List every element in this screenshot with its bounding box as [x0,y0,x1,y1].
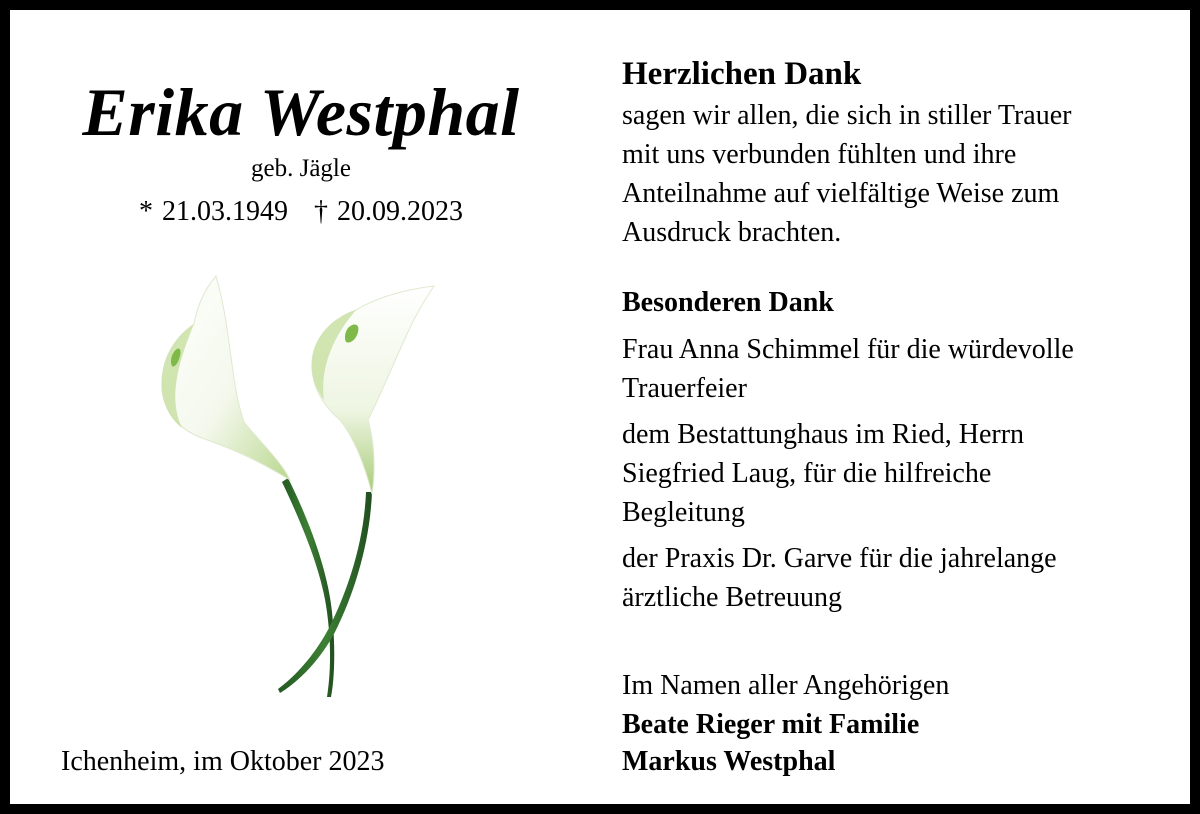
thanks-entry-3 [622,539,1192,617]
text-line: mit uns verbunden fühlten und ihre [622,139,1017,170]
text-line: sagen wir allen, die sich in stiller Trauer [622,100,1072,131]
special-thanks-heading: Besonderen Dank [622,287,834,318]
thanks-intro [622,96,1192,252]
place-and-date: Ichenheim, im Oktober 2023 [61,746,385,777]
text-line: Begleitung [622,497,745,528]
death-date: † 20.09.2023 [314,196,463,227]
text-line: Ausdruck brachten. [622,217,842,248]
birth-date: * 21.03.1949 [139,196,288,227]
text-line: Trauerfeier [622,373,747,404]
calla-lilies-icon [150,272,450,702]
signature-intro: Im Namen aller Angehörigen [622,670,950,701]
text-line: ärztliche Betreuung [622,582,843,613]
signature-family-1: Beate Rieger mit Familie [622,709,920,740]
thanks-entry-1 [622,330,1192,408]
text-line: dem Bestattunghaus im Ried, Herrn [622,419,1025,450]
thanks-heading: Herzlichen Dank [622,56,862,92]
thanks-entry-2 [622,415,1192,532]
text-line: der Praxis Dr. Garve für die jahrelange [622,543,1057,574]
text-line: Frau Anna Schimmel für die würdevolle [622,334,1074,365]
signature-family-2: Markus Westphal [622,746,836,777]
text-line: Siegfried Laug, für die hilfreiche [622,458,992,489]
text-line: Anteilnahme auf vielfältige Weise zum [622,178,1060,209]
life-dates [10,198,592,226]
birth-name: geb. Jägle [251,155,351,182]
deceased-name: Erika Westphal [82,74,520,150]
